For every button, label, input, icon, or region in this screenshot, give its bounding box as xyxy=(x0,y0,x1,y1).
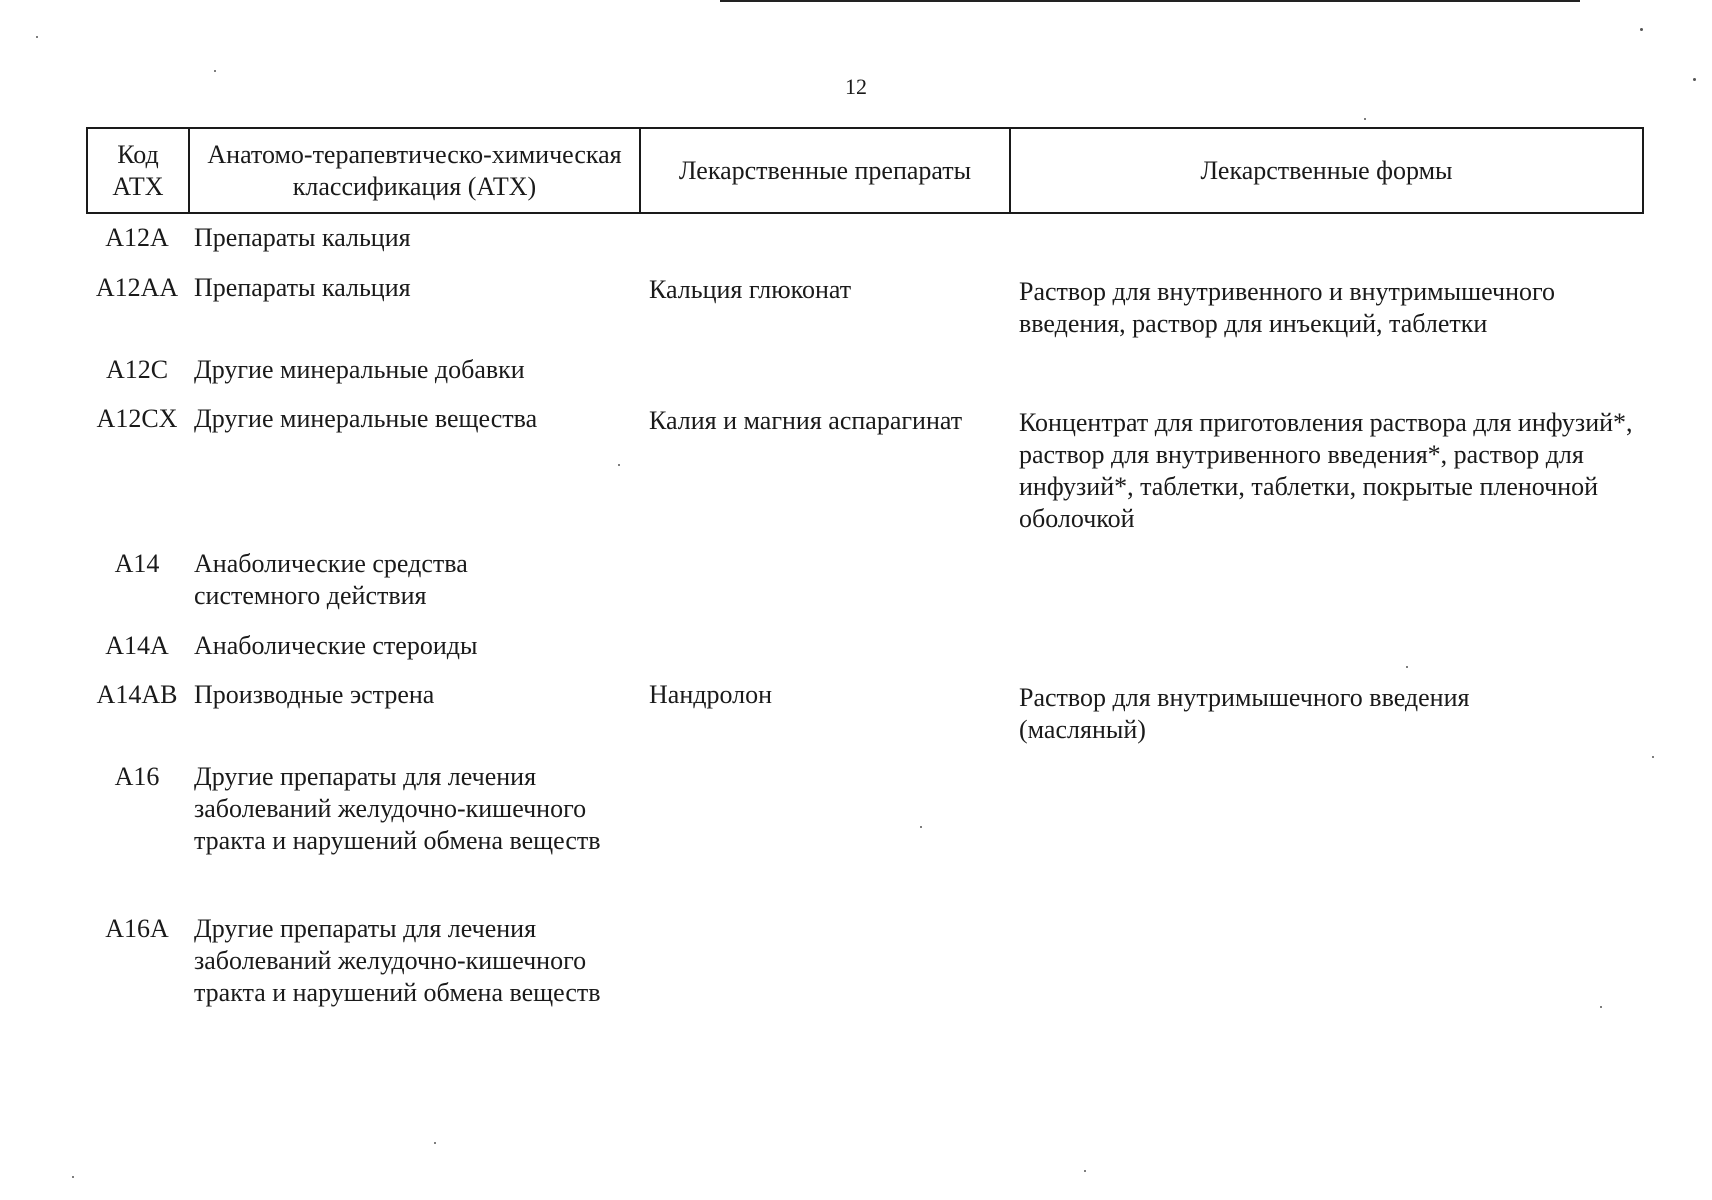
row-code: A12C xyxy=(105,355,169,384)
table-row xyxy=(86,548,1644,630)
row-code: A16 xyxy=(114,762,160,791)
table-row xyxy=(86,913,1644,1043)
row-classification: Анаболические стероиды xyxy=(194,631,478,660)
speck xyxy=(920,826,922,828)
row-drug xyxy=(639,354,1009,403)
table-row xyxy=(86,354,1644,403)
table-row xyxy=(86,222,1644,272)
row-form xyxy=(1009,354,1644,403)
row-drug: Калия и магния аспарагинат xyxy=(649,406,963,435)
row-classification: Препараты кальция xyxy=(194,223,411,252)
speck xyxy=(1600,1006,1602,1008)
table-row xyxy=(86,679,1644,761)
row-drug: Кальция глюконат xyxy=(649,275,852,304)
speck xyxy=(36,36,38,38)
row-classification: Другие минеральные вещества xyxy=(194,404,538,433)
row-code: A12CX xyxy=(96,404,178,433)
header-forms-label: Лекарственные формы xyxy=(1200,155,1453,185)
row-classification: Производные эстрена xyxy=(194,680,435,709)
row-drug: Нандролон xyxy=(649,680,773,709)
header-drugs-label: Лекарственные препараты xyxy=(678,155,972,185)
row-code: A16A xyxy=(105,914,169,943)
speck xyxy=(1364,118,1366,120)
speck xyxy=(1406,666,1408,668)
row-drug xyxy=(639,913,1009,1043)
row-code: A12AA xyxy=(95,273,179,302)
row-form xyxy=(1009,222,1644,272)
row-code: A14 xyxy=(114,549,160,578)
row-form: Раствор для внутримышечного введения (масляный) xyxy=(1019,683,1470,744)
row-drug xyxy=(639,761,1009,913)
row-classification: Анаболические средства системного действия xyxy=(194,549,468,610)
row-drug xyxy=(639,548,1009,630)
row-classification: Препараты кальция xyxy=(194,273,411,302)
table-row xyxy=(86,272,1644,354)
header-code-label: Код АТХ xyxy=(112,139,164,201)
row-form: Раствор для внутривенного и внутримышечного введения, раствор для инъекций, таблетки xyxy=(1019,277,1555,338)
row-form xyxy=(1009,913,1644,1043)
row-form: Концентрат для приготовления раствора для инфузий*, раствор для внутривенного введения*, раствор для инфузий*, таблетки, таблетки, покрытые пленочной оболочкой xyxy=(1019,408,1633,533)
row-drug xyxy=(639,630,1009,679)
row-code: A14AB xyxy=(96,680,178,709)
speck xyxy=(214,70,216,72)
row-code: A14A xyxy=(105,631,169,660)
speck xyxy=(434,1142,436,1144)
page-number: 12 xyxy=(845,74,867,99)
row-form xyxy=(1009,630,1644,679)
table-header xyxy=(86,127,1644,214)
speck xyxy=(72,1176,74,1178)
header-drugs xyxy=(641,129,1011,212)
header-classification-label: Анатомо-терапевтическо-химическая классификация (АТХ) xyxy=(207,139,622,201)
header-code xyxy=(88,129,190,212)
speck xyxy=(1640,28,1643,31)
table-row xyxy=(86,403,1644,548)
row-classification: Другие минеральные добавки xyxy=(194,355,525,384)
speck xyxy=(1652,756,1654,758)
row-classification: Другие препараты для лечения заболеваний желудочно-кишечного тракта и нарушений обмена веществ xyxy=(194,762,601,855)
speck xyxy=(1084,1170,1086,1172)
header-classification xyxy=(190,129,641,212)
row-classification: Другие препараты для лечения заболеваний желудочно-кишечного тракта и нарушений обмена веществ xyxy=(194,914,601,1007)
row-form xyxy=(1009,548,1644,630)
header-forms xyxy=(1011,129,1642,212)
top-rule xyxy=(720,0,1580,2)
table-body xyxy=(86,222,1644,1043)
table-row xyxy=(86,761,1644,913)
speck xyxy=(618,464,620,466)
row-drug xyxy=(639,222,1009,272)
row-code: A12A xyxy=(105,223,169,252)
table-row xyxy=(86,630,1644,679)
speck xyxy=(1693,78,1696,81)
row-form xyxy=(1009,761,1644,913)
